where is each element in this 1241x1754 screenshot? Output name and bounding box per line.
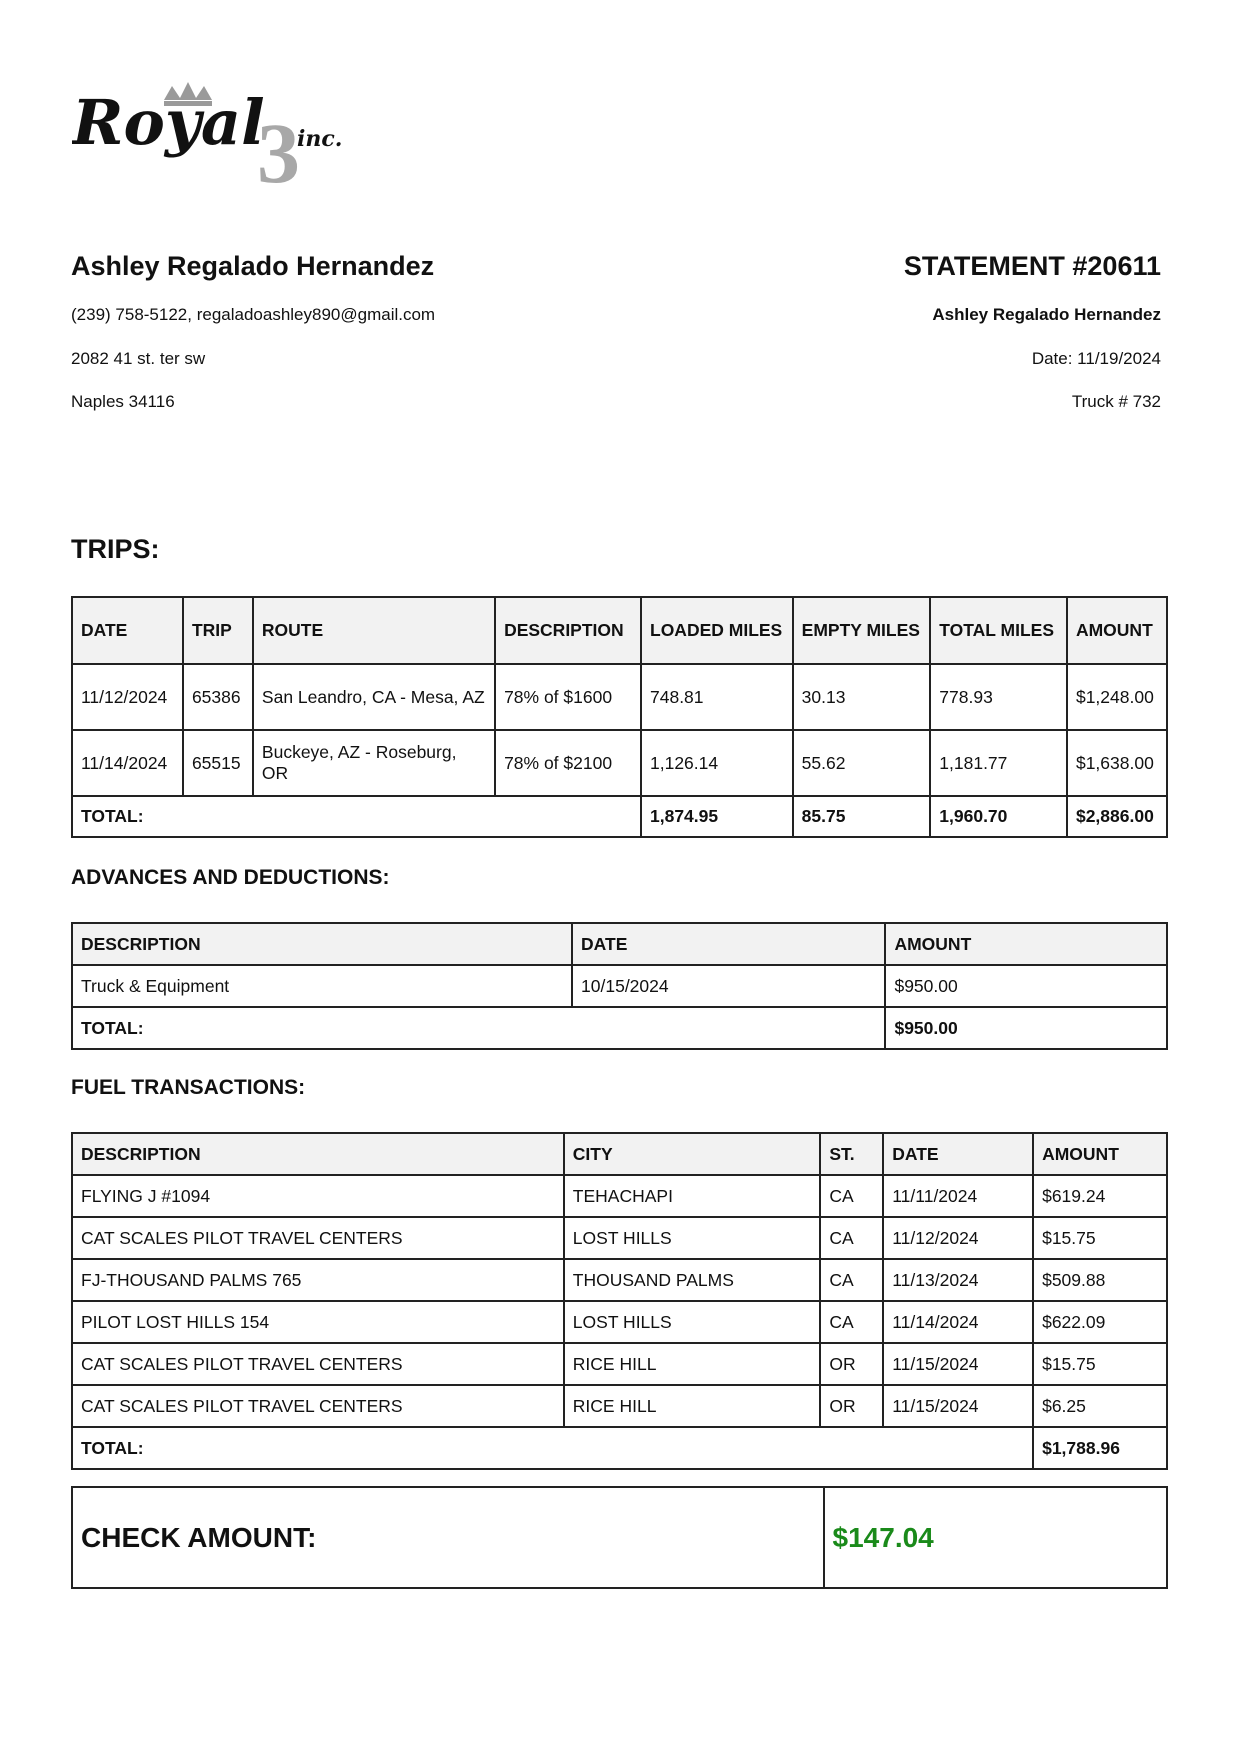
table-cell: 55.62 bbox=[793, 730, 931, 796]
check-amount-box bbox=[71, 1486, 1168, 1589]
logo-digit: 3 bbox=[257, 105, 300, 198]
advances-total-row bbox=[72, 1007, 1167, 1049]
table-cell: $509.88 bbox=[1033, 1259, 1167, 1301]
table-cell: 778.93 bbox=[930, 664, 1067, 730]
table-row bbox=[72, 1175, 1167, 1217]
table-cell: CAT SCALES PILOT TRAVEL CENTERS bbox=[72, 1385, 564, 1427]
table-cell: $950.00 bbox=[885, 965, 1167, 1007]
fuel-table bbox=[71, 1132, 1168, 1470]
table-cell: CA bbox=[820, 1175, 883, 1217]
table-cell: Truck & Equipment bbox=[72, 965, 572, 1007]
table-cell: $622.09 bbox=[1033, 1301, 1167, 1343]
table-cell: 11/15/2024 bbox=[883, 1385, 1033, 1427]
table-cell: CA bbox=[820, 1259, 883, 1301]
advances-header-row bbox=[72, 923, 1167, 965]
trips-total-amount: $2,886.00 bbox=[1067, 796, 1167, 837]
table-cell: Buckeye, AZ - Roseburg, OR bbox=[253, 730, 495, 796]
check-amount-value: $147.04 bbox=[824, 1487, 1167, 1588]
advances-total-label: TOTAL: bbox=[72, 1007, 885, 1049]
col-header-total-miles: TOTAL MILES bbox=[930, 597, 1067, 664]
trips-total-empty: 85.75 bbox=[793, 796, 931, 837]
table-cell: 30.13 bbox=[793, 664, 931, 730]
table-cell: 11/13/2024 bbox=[883, 1259, 1033, 1301]
advances-table bbox=[71, 922, 1168, 1050]
col-header-description: DESCRIPTION bbox=[495, 597, 641, 664]
fuel-total-row bbox=[72, 1427, 1167, 1469]
fuel-total-label: TOTAL: bbox=[72, 1427, 1033, 1469]
table-cell: $1,638.00 bbox=[1067, 730, 1167, 796]
fuel-title: FUEL TRANSACTIONS: bbox=[71, 1076, 306, 1099]
table-cell: San Leandro, CA - Mesa, AZ bbox=[253, 664, 495, 730]
table-cell: 1,181.77 bbox=[930, 730, 1067, 796]
table-cell: LOST HILLS bbox=[564, 1217, 821, 1259]
table-cell: TEHACHAPI bbox=[564, 1175, 821, 1217]
table-row bbox=[72, 1385, 1167, 1427]
table-cell: 748.81 bbox=[641, 664, 793, 730]
table-row bbox=[72, 1259, 1167, 1301]
advances-title: ADVANCES AND DEDUCTIONS: bbox=[71, 866, 390, 889]
col-header-amount: AMOUNT bbox=[1033, 1133, 1167, 1175]
table-cell: 11/12/2024 bbox=[72, 664, 183, 730]
table-cell: RICE HILL bbox=[564, 1343, 821, 1385]
col-header-description: DESCRIPTION bbox=[72, 923, 572, 965]
table-cell: CAT SCALES PILOT TRAVEL CENTERS bbox=[72, 1343, 564, 1385]
table-row bbox=[72, 730, 1167, 796]
col-header-date: DATE bbox=[883, 1133, 1033, 1175]
table-cell: CA bbox=[820, 1217, 883, 1259]
table-cell: THOUSAND PALMS bbox=[564, 1259, 821, 1301]
table-row bbox=[72, 1217, 1167, 1259]
col-header-amount: AMOUNT bbox=[1067, 597, 1167, 664]
trips-table bbox=[71, 596, 1168, 838]
col-header-city: CITY bbox=[564, 1133, 821, 1175]
col-header-trip: TRIP bbox=[183, 597, 253, 664]
table-cell: 11/14/2024 bbox=[883, 1301, 1033, 1343]
table-cell: 65515 bbox=[183, 730, 253, 796]
table-cell: LOST HILLS bbox=[564, 1301, 821, 1343]
table-cell: OR bbox=[820, 1385, 883, 1427]
table-cell: $1,248.00 bbox=[1067, 664, 1167, 730]
statement-truck: Truck # 732 bbox=[1071, 392, 1161, 411]
table-cell: 11/15/2024 bbox=[883, 1343, 1033, 1385]
table-cell: $6.25 bbox=[1033, 1385, 1167, 1427]
table-row bbox=[72, 1343, 1167, 1385]
driver-contact: (239) 758-5122, regaladoashley890@gmail.com bbox=[71, 305, 436, 324]
table-cell: FLYING J #1094 bbox=[72, 1175, 564, 1217]
col-header-amount: AMOUNT bbox=[885, 923, 1167, 965]
table-cell: 78% of $2100 bbox=[495, 730, 641, 796]
company-logo bbox=[72, 78, 392, 198]
table-cell: 11/14/2024 bbox=[72, 730, 183, 796]
col-header-empty-miles: EMPTY MILES bbox=[793, 597, 931, 664]
trips-total-loaded: 1,874.95 bbox=[641, 796, 793, 837]
table-cell: 78% of $1600 bbox=[495, 664, 641, 730]
table-cell: CA bbox=[820, 1301, 883, 1343]
table-cell: $619.24 bbox=[1033, 1175, 1167, 1217]
driver-address-line1: 2082 41 st. ter sw bbox=[71, 349, 206, 368]
table-cell: CAT SCALES PILOT TRAVEL CENTERS bbox=[72, 1217, 564, 1259]
trips-title: TRIPS: bbox=[71, 534, 160, 564]
table-cell: RICE HILL bbox=[564, 1385, 821, 1427]
trips-total-row bbox=[72, 796, 1167, 837]
statement-date: Date: 11/19/2024 bbox=[1031, 349, 1161, 368]
table-cell: 10/15/2024 bbox=[572, 965, 885, 1007]
driver-address-line2: Naples 34116 bbox=[71, 392, 175, 411]
fuel-total-amount: $1,788.96 bbox=[1033, 1427, 1167, 1469]
logo-text: Royal bbox=[72, 86, 265, 159]
table-cell: FJ-THOUSAND PALMS 765 bbox=[72, 1259, 564, 1301]
statement-info bbox=[904, 250, 1161, 413]
statement-name: Ashley Regalado Hernandez bbox=[932, 305, 1161, 324]
trips-header-row bbox=[72, 597, 1167, 664]
table-cell: 11/12/2024 bbox=[883, 1217, 1033, 1259]
table-cell: 65386 bbox=[183, 664, 253, 730]
col-header-date: DATE bbox=[72, 597, 183, 664]
col-header-date: DATE bbox=[572, 923, 885, 965]
table-cell: $15.75 bbox=[1033, 1217, 1167, 1259]
trips-total-label: TOTAL: bbox=[72, 796, 641, 837]
advances-total-amount: $950.00 bbox=[885, 1007, 1167, 1049]
driver-name: Ashley Regalado Hernandez bbox=[71, 251, 435, 281]
col-header-state: ST. bbox=[820, 1133, 883, 1175]
table-cell: 1,126.14 bbox=[641, 730, 793, 796]
table-cell: OR bbox=[820, 1343, 883, 1385]
trips-total-miles: 1,960.70 bbox=[930, 796, 1067, 837]
col-header-route: ROUTE bbox=[253, 597, 495, 664]
driver-info bbox=[71, 250, 435, 413]
logo-suffix: inc. bbox=[297, 126, 343, 152]
table-row bbox=[72, 664, 1167, 730]
table-row bbox=[72, 965, 1167, 1007]
table-cell: PILOT LOST HILLS 154 bbox=[72, 1301, 564, 1343]
col-header-description: DESCRIPTION bbox=[72, 1133, 564, 1175]
fuel-header-row bbox=[72, 1133, 1167, 1175]
table-cell: 11/11/2024 bbox=[883, 1175, 1033, 1217]
col-header-loaded-miles: LOADED MILES bbox=[641, 597, 793, 664]
check-amount-label: CHECK AMOUNT: bbox=[72, 1487, 824, 1588]
table-cell: $15.75 bbox=[1033, 1343, 1167, 1385]
table-row bbox=[72, 1301, 1167, 1343]
statement-title: STATEMENT #20611 bbox=[903, 251, 1161, 281]
